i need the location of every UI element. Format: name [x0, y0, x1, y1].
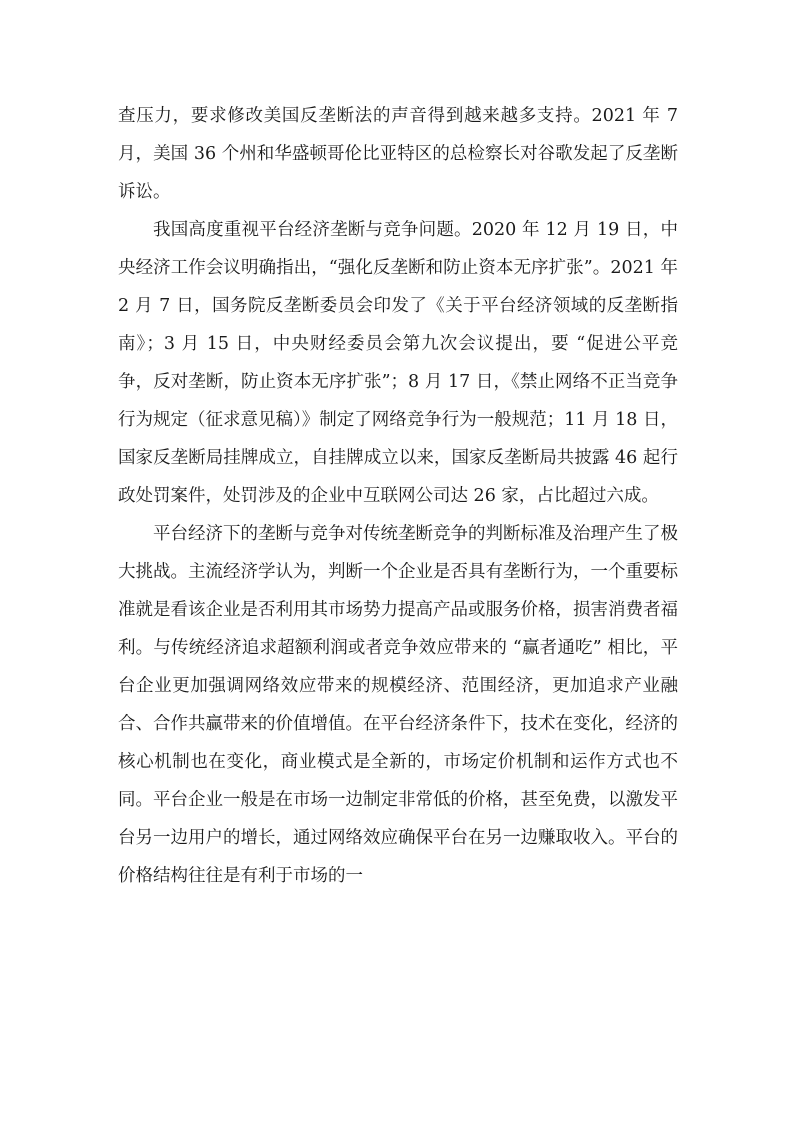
paragraph-continuation: 查压力，要求修改美国反垄断法的声音得到越来越多支持。2021 年 7 月，美国 36 个州和华盛顿哥伦比亚特区的总检察长对谷歌发起了反垄断诉讼。: [118, 106, 678, 202]
paragraph-china-antitrust: 我国高度重视平台经济垄断与竞争问题。2020 年 12 月 19 日，中央经济工作会议明确指出，“强化反垄断和防止资本无序扩张”。2021 年 2 月 7 日，国务院反垄断委员会印发了《关于平台经济领域的反垄断指南》；3 月 15 日，中央财经委员会第九次会议提出，要 “促进公平竞争，反对垄断，防止资本无序扩张”；8 月 17 日，《禁止网络不正当竞争行为规定（征求意见稿）》制定了网络竞争行为一般规范；11 月 18 日，国家反垄断局挂牌成立，自挂牌成立以来，国家反垄断局共披露 46 起行政处罚案件，处罚涉及的企业中互联网公司达 26 家，占比超过六成。: [118, 220, 678, 506]
paragraph-platform-economy: 平台经济下的垄断与竞争对传统垄断竞争的判断标准及治理产生了极大挑战。主流经济学认为，判断一个企业是否具有垄断行为，一个重要标准就是看该企业是否利用其市场势力提高产品或服务价格，损害消费者福利。与传统经济追求超额利润或者竞争效应带来的 “赢者通吃” 相比，平台企业更加强调网络效应带来的规模经济、范围经济，更加追求产业融合、合作共赢带来的价值增值。在平台经济条件下，技术在变化，经济的核心机制也在变化，商业模式是全新的，市场定价机制和运作方式也不同。平台企业一般是在市场一边制定非常低的价格，甚至免费，以激发平台另一边用户的增长，通过网络效应确保平台在另一边赚取收入。平台的价格结构往往是有利于市场的一: [118, 524, 678, 886]
document-body: [118, 97, 678, 895]
